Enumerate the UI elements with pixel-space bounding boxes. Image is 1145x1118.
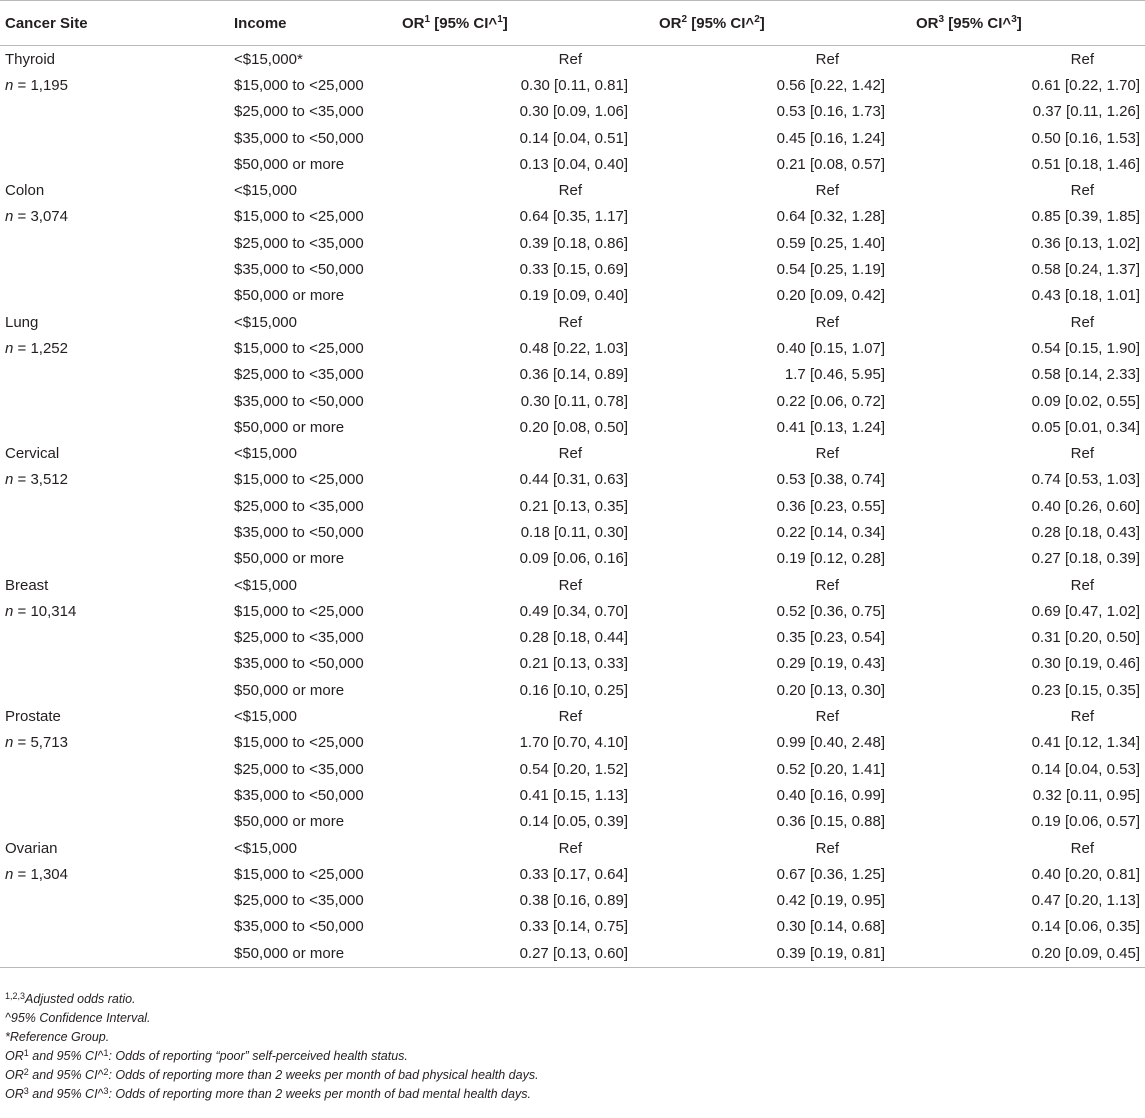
footnote-or2 <box>5 1066 539 1085</box>
income-cell: $15,000 to <25,000 <box>234 339 364 357</box>
cancer-site-empty <box>0 388 232 414</box>
or1-cell: 0.64 [0.35, 1.17] <box>519 208 628 226</box>
income-cell: $25,000 to <35,000 <box>234 103 364 121</box>
table-row <box>0 493 1145 519</box>
or2-cell: 0.56 [0.22, 1.42] <box>776 76 885 94</box>
or1-cell: 0.54 [0.20, 1.52] <box>519 760 628 778</box>
header-or1-ci-sup: 1 <box>497 13 503 25</box>
income-cell: $15,000 to <25,000 <box>234 471 364 489</box>
table-row <box>0 546 1145 572</box>
or1-cell: Ref <box>558 182 582 200</box>
or1-cell: 0.21 [0.13, 0.35] <box>519 497 628 515</box>
or2-cell: Ref <box>815 839 839 857</box>
or2-cell: 0.67 [0.36, 1.25] <box>776 865 885 883</box>
or2-cell: Ref <box>815 708 839 726</box>
cancer-site-empty <box>0 546 232 572</box>
footnote-or2-sup2: 2 <box>103 1066 109 1077</box>
table-row <box>0 703 1145 729</box>
cancer-site-empty <box>0 519 232 545</box>
or1-cell: 1.70 [0.70, 4.10] <box>519 734 628 752</box>
table-header-row <box>0 1 1145 46</box>
cancer-site-name: Cervical <box>5 445 60 463</box>
income-cell: $35,000 to <50,000 <box>234 918 364 936</box>
sample-size-label: n <box>5 76 14 94</box>
header-cancer-site: Cancer Site <box>0 1 232 46</box>
cancer-site-name: Lung <box>5 313 39 331</box>
sample-size-label: n <box>5 865 14 883</box>
footnote-adjusted-sup: 1,2,3 <box>5 991 26 1001</box>
or2-cell: Ref <box>815 50 839 68</box>
or3-cell: 0.31 [0.20, 0.50] <box>1031 629 1140 647</box>
income-cell: $35,000 to <50,000 <box>234 129 364 147</box>
sample-size-value: = 1,252 <box>13 339 68 357</box>
or2-cell: 0.59 [0.25, 1.40] <box>776 234 885 252</box>
header-or3 <box>916 1 1145 46</box>
or2-cell: 0.53 [0.38, 0.74] <box>776 471 885 489</box>
or3-cell: 0.27 [0.18, 0.39] <box>1031 550 1140 568</box>
cancer-site-name: Ovarian <box>5 839 58 857</box>
header-income: Income <box>232 1 402 46</box>
or3-cell: 0.23 [0.15, 0.35] <box>1031 681 1140 699</box>
footnote-or2-c: : Odds of reporting more than 2 weeks per month of bad physical health days. <box>108 1067 539 1082</box>
table-row <box>0 809 1145 835</box>
cancer-site-empty <box>0 99 232 125</box>
or1-cell: 0.48 [0.22, 1.03] <box>519 339 628 357</box>
table-row <box>0 414 1145 440</box>
or3-cell: 0.69 [0.47, 1.02] <box>1031 602 1140 620</box>
cancer-site-name: Prostate <box>5 708 61 726</box>
table-footnotes <box>5 990 539 1103</box>
or1-cell: 0.49 [0.34, 0.70] <box>519 602 628 620</box>
or2-cell: 0.52 [0.20, 1.41] <box>776 760 885 778</box>
income-cell: <$15,000 <box>234 182 297 200</box>
income-cell: <$15,000 <box>234 708 297 726</box>
income-cell: <$15,000* <box>234 50 303 68</box>
income-cell: <$15,000 <box>234 576 297 594</box>
or1-cell: 0.30 [0.11, 0.78] <box>520 392 628 410</box>
income-cell: $35,000 to <50,000 <box>234 655 364 673</box>
table-row <box>0 730 1145 756</box>
or2-cell: 0.64 [0.32, 1.28] <box>776 208 885 226</box>
cancer-site-n <box>0 204 232 230</box>
cancer-site-empty <box>0 888 232 914</box>
table-row <box>0 204 1145 230</box>
sample-size-label: n <box>5 208 14 226</box>
or1-cell: 0.36 [0.14, 0.89] <box>519 366 628 384</box>
income-cell: $15,000 to <25,000 <box>234 865 364 883</box>
income-cell: <$15,000 <box>234 445 297 463</box>
table-row <box>0 861 1145 887</box>
header-or2-end: ] <box>759 14 765 32</box>
cancer-site-empty <box>0 283 232 309</box>
sample-size-value: = 3,512 <box>13 471 68 489</box>
table-row <box>0 46 1145 73</box>
footnote-or3-b: and 95% CI^ <box>28 1086 104 1101</box>
or3-cell: 0.32 [0.11, 0.95] <box>1032 786 1140 804</box>
income-cell: $50,000 or more <box>234 813 345 831</box>
footnote-or3-sup: 3 <box>23 1085 29 1096</box>
or1-cell: 0.14 [0.04, 0.51] <box>519 129 628 147</box>
cancer-site-n <box>0 598 232 624</box>
table-row <box>0 651 1145 677</box>
table-row <box>0 782 1145 808</box>
header-or3-ci-sup: 3 <box>1011 13 1017 25</box>
header-or2-sup: 2 <box>681 13 688 25</box>
footnote-adjusted-text: Adjusted odds ratio. <box>25 992 136 1006</box>
sample-size-label: n <box>5 734 14 752</box>
income-cell: $35,000 to <50,000 <box>234 392 364 410</box>
footnote-or3 <box>5 1085 539 1104</box>
cancer-site-empty <box>0 677 232 703</box>
sample-size-label: n <box>5 602 14 620</box>
or3-cell: Ref <box>1070 50 1094 68</box>
header-or3-text: OR <box>916 14 939 32</box>
footnote-or1-sup2: 1 <box>103 1047 109 1058</box>
header-or1 <box>402 1 659 46</box>
or1-cell: 0.18 [0.11, 0.30] <box>520 523 628 541</box>
or2-cell: 0.99 [0.40, 2.48] <box>776 734 885 752</box>
income-cell: $50,000 or more <box>234 418 345 436</box>
or2-cell: 0.21 [0.08, 0.57] <box>776 155 885 173</box>
or2-cell: 0.30 [0.14, 0.68] <box>776 918 885 936</box>
or2-cell: 0.22 [0.06, 0.72] <box>776 392 885 410</box>
or2-cell: 0.29 [0.19, 0.43] <box>776 655 885 673</box>
or3-cell: 0.41 [0.12, 1.34] <box>1031 734 1140 752</box>
or2-cell: 0.19 [0.12, 0.28] <box>776 550 885 568</box>
income-cell: $25,000 to <35,000 <box>234 760 364 778</box>
income-cell: $25,000 to <35,000 <box>234 234 364 252</box>
table-row <box>0 177 1145 203</box>
or1-cell: 0.30 [0.11, 0.81] <box>520 76 628 94</box>
or2-cell: Ref <box>815 576 839 594</box>
or1-cell: Ref <box>558 576 582 594</box>
cancer-site-empty <box>0 125 232 151</box>
or1-cell: 0.41 [0.15, 1.13] <box>519 786 628 804</box>
income-cell: <$15,000 <box>234 313 297 331</box>
income-cell: $15,000 to <25,000 <box>234 208 364 226</box>
or3-cell: 0.74 [0.53, 1.03] <box>1031 471 1140 489</box>
or3-cell: Ref <box>1070 576 1094 594</box>
table-row <box>0 835 1145 861</box>
or2-cell: 0.40 [0.16, 0.99] <box>776 786 885 804</box>
or3-cell: Ref <box>1070 708 1094 726</box>
or1-cell: 0.39 [0.18, 0.86] <box>519 234 628 252</box>
income-cell: $50,000 or more <box>232 940 402 968</box>
table-row <box>0 283 1145 309</box>
header-or3-ci: [95% CI^ <box>944 14 1012 32</box>
income-cell: $50,000 or more <box>234 287 345 305</box>
income-cell: $35,000 to <50,000 <box>234 786 364 804</box>
or1-cell: 0.21 [0.13, 0.33] <box>519 655 628 673</box>
or1-cell: 0.16 [0.10, 0.25] <box>519 681 628 699</box>
sample-size-label: n <box>5 339 14 357</box>
income-cell: $25,000 to <35,000 <box>234 497 364 515</box>
cancer-site-empty <box>0 809 232 835</box>
or2-cell: 0.36 [0.15, 0.88] <box>776 813 885 831</box>
footnote-or3-a: OR <box>5 1086 24 1101</box>
footnote-or2-sup: 2 <box>23 1066 29 1077</box>
sample-size-label: n <box>5 471 14 489</box>
or1-cell: 0.14 [0.05, 0.39] <box>519 813 628 831</box>
footnote-ci: ^95% Confidence Interval. <box>5 1010 151 1025</box>
table-row <box>0 572 1145 598</box>
table-row <box>0 230 1145 256</box>
header-or1-sup: 1 <box>424 13 431 25</box>
or2-cell: 0.52 [0.36, 0.75] <box>776 602 885 620</box>
table-row <box>0 625 1145 651</box>
or1-cell: 0.33 [0.17, 0.64] <box>519 865 628 883</box>
or3-cell: 0.40 [0.26, 0.60] <box>1031 497 1140 515</box>
or3-cell: Ref <box>1070 313 1094 331</box>
or1-cell: 0.19 [0.09, 0.40] <box>519 287 628 305</box>
table-row <box>0 151 1145 177</box>
table-row <box>0 940 1145 968</box>
cancer-site-name: Thyroid <box>5 50 56 68</box>
or3-cell: 0.20 [0.09, 0.45] <box>916 940 1145 968</box>
or3-cell: 0.14 [0.04, 0.53] <box>1031 760 1140 778</box>
or2-cell: 0.41 [0.13, 1.24] <box>776 418 885 436</box>
or1-cell: 0.28 [0.18, 0.44] <box>519 629 628 647</box>
table-row <box>0 256 1145 282</box>
table-row <box>0 598 1145 624</box>
income-cell: $35,000 to <50,000 <box>234 261 364 279</box>
table-row <box>0 335 1145 361</box>
or3-cell: 0.54 [0.15, 1.90] <box>1031 339 1140 357</box>
or2-cell: 0.53 [0.16, 1.73] <box>776 103 885 121</box>
cancer-site-empty <box>0 493 232 519</box>
or2-cell: 0.22 [0.14, 0.34] <box>776 523 885 541</box>
or3-cell: 0.05 [0.01, 0.34] <box>1031 418 1140 436</box>
table-body <box>0 46 1145 968</box>
footnote-or1-c: : Odds of reporting “poor” self-perceived health status. <box>108 1048 408 1063</box>
footnote-or2-b: and 95% CI^ <box>28 1067 104 1082</box>
or3-cell: Ref <box>1070 182 1094 200</box>
income-cell: $50,000 or more <box>234 681 345 699</box>
or2-cell: 0.36 [0.23, 0.55] <box>776 497 885 515</box>
or3-cell: 0.47 [0.20, 1.13] <box>1031 892 1140 910</box>
or1-cell: Ref <box>558 839 582 857</box>
or1-cell: 0.27 [0.13, 0.60] <box>402 940 659 968</box>
or1-cell: Ref <box>558 313 582 331</box>
or3-cell: 0.58 [0.14, 2.33] <box>1031 366 1140 384</box>
cancer-site-n <box>0 730 232 756</box>
sample-size-value: = 1,304 <box>13 865 68 883</box>
cancer-site-name: Colon <box>5 182 45 200</box>
header-or1-ci: [95% CI^ <box>430 14 498 32</box>
sample-size-value: = 10,314 <box>13 602 77 620</box>
income-cell: <$15,000 <box>234 839 297 857</box>
income-cell: $15,000 to <25,000 <box>234 734 364 752</box>
or2-cell: 0.35 [0.23, 0.54] <box>776 629 885 647</box>
income-cell: $25,000 to <35,000 <box>234 892 364 910</box>
sample-size-value: = 5,713 <box>13 734 68 752</box>
cancer-site-empty <box>0 362 232 388</box>
income-cell: $50,000 or more <box>234 155 345 173</box>
table-row <box>0 756 1145 782</box>
or2-cell: 0.20 [0.13, 0.30] <box>776 681 885 699</box>
header-or2-ci-sup: 2 <box>754 13 760 25</box>
or1-cell: 0.20 [0.08, 0.50] <box>519 418 628 436</box>
cancer-site-n <box>0 335 232 361</box>
table-row <box>0 519 1145 545</box>
or1-cell: 0.30 [0.09, 1.06] <box>519 103 628 121</box>
or1-cell: Ref <box>558 708 582 726</box>
table-row <box>0 440 1145 466</box>
or2-cell: Ref <box>815 445 839 463</box>
cancer-site-empty <box>0 782 232 808</box>
table-row <box>0 388 1145 414</box>
cancer-site-empty <box>0 414 232 440</box>
table-row <box>0 99 1145 125</box>
header-or3-end: ] <box>1016 14 1022 32</box>
cancer-site-n <box>0 72 232 98</box>
footnote-adjusted <box>5 990 539 1009</box>
footnote-reference: *Reference Group. <box>5 1029 110 1044</box>
cancer-site-empty <box>0 914 232 940</box>
or3-cell: 0.40 [0.20, 0.81] <box>1031 865 1140 883</box>
income-cell: $15,000 to <25,000 <box>234 602 364 620</box>
or1-cell: Ref <box>558 445 582 463</box>
cancer-site-empty <box>0 940 232 968</box>
cancer-site-empty <box>0 230 232 256</box>
header-or2-text: OR <box>659 14 682 32</box>
footnote-or3-sup2: 3 <box>103 1085 109 1096</box>
cancer-site-name: Breast <box>5 576 49 594</box>
sample-size-value: = 3,074 <box>13 208 68 226</box>
or3-cell: 0.28 [0.18, 0.43] <box>1031 523 1140 541</box>
footnote-or2-a: OR <box>5 1067 24 1082</box>
or1-cell: 0.38 [0.16, 0.89] <box>519 892 628 910</box>
cancer-site-empty <box>0 651 232 677</box>
or3-cell: 0.58 [0.24, 1.37] <box>1031 261 1140 279</box>
or1-cell: 0.44 [0.31, 0.63] <box>519 471 628 489</box>
table-row <box>0 914 1145 940</box>
table-row <box>0 362 1145 388</box>
header-or3-sup: 3 <box>938 13 945 25</box>
or2-cell: 0.54 [0.25, 1.19] <box>776 261 885 279</box>
or2-cell: 0.40 [0.15, 1.07] <box>776 339 885 357</box>
or2-cell: 1.7 [0.46, 5.95] <box>784 366 885 384</box>
cancer-site-empty <box>0 625 232 651</box>
sample-size-value: = 1,195 <box>13 76 68 94</box>
or3-cell: 0.36 [0.13, 1.02] <box>1031 234 1140 252</box>
or3-cell: 0.37 [0.11, 1.26] <box>1032 103 1140 121</box>
footnote-or3-c: : Odds of reporting more than 2 weeks per month of bad mental health days. <box>108 1086 531 1101</box>
footnote-or1-sup: 1 <box>23 1047 29 1058</box>
or3-cell: 0.61 [0.22, 1.70] <box>1031 76 1140 94</box>
or3-cell: Ref <box>1070 445 1094 463</box>
footnote-or1-a: OR <box>5 1048 24 1063</box>
or3-cell: 0.19 [0.06, 0.57] <box>1031 813 1140 831</box>
cancer-site-empty <box>0 756 232 782</box>
or3-cell: 0.85 [0.39, 1.85] <box>1031 208 1140 226</box>
or3-cell: 0.30 [0.19, 0.46] <box>1031 655 1140 673</box>
or1-cell: 0.13 [0.04, 0.40] <box>519 155 628 173</box>
income-cell: $35,000 to <50,000 <box>234 523 364 541</box>
or2-cell: 0.45 [0.16, 1.24] <box>776 129 885 147</box>
or2-cell: Ref <box>815 313 839 331</box>
or3-cell: 0.09 [0.02, 0.55] <box>1031 392 1140 410</box>
header-or2 <box>659 1 916 46</box>
or3-cell: 0.14 [0.06, 0.35] <box>1031 918 1140 936</box>
income-cell: $25,000 to <35,000 <box>234 366 364 384</box>
table-row <box>0 677 1145 703</box>
or2-cell: 0.39 [0.19, 0.81] <box>659 940 916 968</box>
income-cell: $25,000 to <35,000 <box>234 629 364 647</box>
or1-cell: 0.33 [0.14, 0.75] <box>519 918 628 936</box>
income-cell: $15,000 to <25,000 <box>234 76 364 94</box>
or3-cell: 0.51 [0.18, 1.46] <box>1031 155 1140 173</box>
header-or1-text: OR <box>402 14 425 32</box>
income-cell: $50,000 or more <box>234 550 345 568</box>
table-row <box>0 467 1145 493</box>
or1-cell: 0.33 [0.15, 0.69] <box>519 261 628 279</box>
cancer-site-empty <box>0 151 232 177</box>
or3-cell: 0.43 [0.18, 1.01] <box>1031 287 1140 305</box>
or3-cell: 0.50 [0.16, 1.53] <box>1031 129 1140 147</box>
table-row <box>0 309 1145 335</box>
or1-cell: Ref <box>558 50 582 68</box>
cancer-site-n <box>0 467 232 493</box>
header-or1-end: ] <box>502 14 508 32</box>
or2-cell: 0.20 [0.09, 0.42] <box>776 287 885 305</box>
table-row <box>0 72 1145 98</box>
cancer-site-n <box>0 861 232 887</box>
footnote-or1-b: and 95% CI^ <box>28 1048 104 1063</box>
header-or2-ci: [95% CI^ <box>687 14 755 32</box>
or3-cell: Ref <box>1070 839 1094 857</box>
cancer-site-empty <box>0 256 232 282</box>
footnote-or1 <box>5 1047 539 1066</box>
or2-cell: 0.42 [0.19, 0.95] <box>776 892 885 910</box>
or2-cell: Ref <box>815 182 839 200</box>
table-row <box>0 888 1145 914</box>
table-row <box>0 125 1145 151</box>
or1-cell: 0.09 [0.06, 0.16] <box>519 550 628 568</box>
